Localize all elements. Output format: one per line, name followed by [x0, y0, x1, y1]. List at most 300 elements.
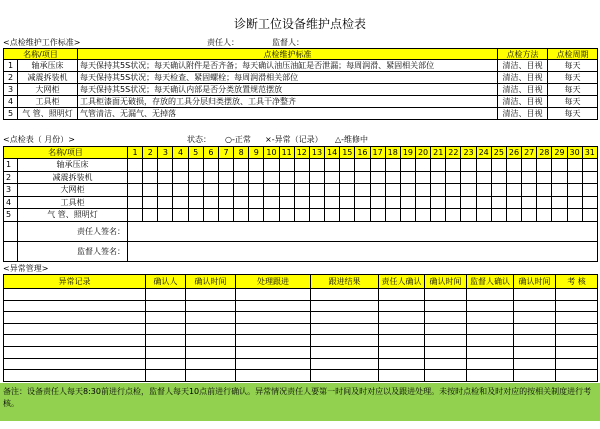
abnormal-cell[interactable] [186, 312, 236, 324]
check-cell[interactable] [203, 209, 218, 222]
abnormal-cell[interactable] [556, 312, 598, 324]
check-cell[interactable] [552, 184, 567, 197]
abnormal-cell[interactable] [379, 370, 425, 382]
standard-section-label: <点检维护工作标准> [3, 37, 81, 47]
supervisor-label: 监督人： [272, 37, 304, 47]
abnormal-cell[interactable] [146, 289, 186, 301]
check-cell[interactable] [279, 171, 294, 184]
check-cell[interactable] [552, 171, 567, 184]
check-cell[interactable] [431, 196, 446, 209]
abnormal-cell[interactable] [467, 289, 514, 301]
check-cell[interactable] [309, 159, 324, 172]
check-cell[interactable] [415, 184, 430, 197]
check-cell[interactable] [188, 184, 203, 197]
abnormal-cell[interactable] [556, 300, 598, 312]
check-cell[interactable] [249, 196, 264, 209]
checklist-row-no: 4 [4, 196, 18, 209]
day-header: 10 [264, 147, 279, 159]
standard-row-no: 1 [4, 60, 18, 72]
check-cell[interactable] [173, 196, 188, 209]
day-header: 3 [158, 147, 173, 159]
abnormal-cell[interactable] [425, 323, 467, 335]
check-cell[interactable] [537, 171, 552, 184]
check-cell[interactable] [537, 196, 552, 209]
check-cell[interactable] [264, 184, 279, 197]
abnormal-cell[interactable] [146, 346, 186, 358]
check-cell[interactable] [476, 209, 491, 222]
abnormal-cell[interactable] [311, 312, 379, 324]
abnormal-cell[interactable] [311, 358, 379, 370]
day-header: 30 [567, 147, 582, 159]
check-cell[interactable] [173, 159, 188, 172]
check-cell[interactable] [567, 209, 582, 222]
check-cell[interactable] [264, 159, 279, 172]
check-cell[interactable] [143, 171, 158, 184]
check-cell[interactable] [415, 196, 430, 209]
check-cell[interactable] [446, 196, 461, 209]
check-cell[interactable] [537, 209, 552, 222]
abnormal-cell[interactable] [556, 289, 598, 301]
check-cell[interactable] [234, 159, 249, 172]
check-cell[interactable] [431, 159, 446, 172]
check-cell[interactable] [325, 159, 340, 172]
abnormal-cell[interactable] [556, 335, 598, 347]
abnormal-cell[interactable] [467, 323, 514, 335]
check-cell[interactable] [491, 171, 506, 184]
check-cell[interactable] [491, 184, 506, 197]
check-cell[interactable] [203, 159, 218, 172]
abnormal-cell[interactable] [379, 358, 425, 370]
abnormal-cell[interactable] [186, 289, 236, 301]
day-header: 20 [415, 147, 430, 159]
check-cell[interactable] [522, 159, 537, 172]
abnormal-cell[interactable] [514, 323, 556, 335]
standard-row-method: 清洁、目视 [498, 108, 548, 120]
abnormal-section-header [0, 263, 600, 274]
check-cell[interactable] [400, 171, 415, 184]
abnormal-header-cell: 跟进结果 [311, 275, 379, 289]
abnormal-row [4, 358, 598, 370]
check-cell[interactable] [325, 196, 340, 209]
check-cell[interactable] [355, 209, 370, 222]
abnormal-cell[interactable] [467, 300, 514, 312]
check-cell[interactable] [415, 159, 430, 172]
check-cell[interactable] [325, 171, 340, 184]
check-cell[interactable] [431, 171, 446, 184]
check-cell[interactable] [264, 196, 279, 209]
signature-field[interactable] [128, 221, 598, 241]
abnormal-cell[interactable] [311, 323, 379, 335]
checklist-row-name: 大网柜 [18, 184, 128, 197]
abnormal-cell[interactable] [425, 300, 467, 312]
standard-row-method: 清洁、目视 [498, 72, 548, 84]
abnormal-cell[interactable] [236, 370, 311, 382]
day-header: 12 [294, 147, 309, 159]
check-cell[interactable] [582, 171, 597, 184]
check-cell[interactable] [506, 171, 521, 184]
checklist-row-no: 5 [4, 209, 18, 222]
check-cell[interactable] [552, 159, 567, 172]
abnormal-cell[interactable] [556, 370, 598, 382]
check-cell[interactable] [355, 159, 370, 172]
abnormal-cell[interactable] [4, 346, 146, 358]
standard-row-cycle: 每天 [548, 84, 598, 96]
check-cell[interactable] [279, 209, 294, 222]
day-header: 23 [461, 147, 476, 159]
abnormal-cell[interactable] [556, 346, 598, 358]
check-cell[interactable] [567, 184, 582, 197]
abnormal-cell[interactable] [425, 289, 467, 301]
abnormal-cell[interactable] [4, 312, 146, 324]
standard-row-name: 轴承压床 [18, 60, 78, 72]
abnormal-cell[interactable] [556, 358, 598, 370]
abnormal-header-cell: 责任人确认 [379, 275, 425, 289]
abnormal-cell[interactable] [425, 312, 467, 324]
check-cell[interactable] [218, 196, 233, 209]
abnormal-cell[interactable] [186, 358, 236, 370]
check-cell[interactable] [522, 209, 537, 222]
standard-row-standard: 气管清洁、无漏气、无掉落 [78, 108, 498, 120]
abnormal-cell[interactable] [146, 312, 186, 324]
check-cell[interactable] [491, 209, 506, 222]
day-header: 6 [203, 147, 218, 159]
day-header: 11 [279, 147, 294, 159]
check-cell[interactable] [461, 196, 476, 209]
day-header: 29 [552, 147, 567, 159]
check-cell[interactable] [385, 209, 400, 222]
check-cell[interactable] [385, 171, 400, 184]
day-header: 9 [249, 147, 264, 159]
abnormal-cell[interactable] [4, 370, 146, 382]
check-cell[interactable] [234, 171, 249, 184]
check-cell[interactable] [218, 209, 233, 222]
checklist-table [3, 146, 598, 262]
abnormal-cell[interactable] [514, 300, 556, 312]
check-cell[interactable] [506, 184, 521, 197]
responsible-signature-label: 责任人签名： [18, 221, 128, 241]
day-header: 4 [173, 147, 188, 159]
legend-abnormal: ×-异常（记录） [265, 134, 323, 144]
check-cell[interactable] [552, 196, 567, 209]
check-cell[interactable] [158, 171, 173, 184]
check-cell[interactable] [143, 196, 158, 209]
check-cell[interactable] [128, 159, 143, 172]
checklist-row [4, 196, 598, 209]
abnormal-cell[interactable] [514, 312, 556, 324]
abnormal-cell[interactable] [4, 323, 146, 335]
check-cell[interactable] [415, 171, 430, 184]
abnormal-cell[interactable] [467, 335, 514, 347]
abnormal-cell[interactable] [379, 289, 425, 301]
check-cell[interactable] [158, 196, 173, 209]
check-cell[interactable] [370, 184, 385, 197]
abnormal-cell[interactable] [467, 346, 514, 358]
legend-repair: △-维修中 [335, 134, 369, 144]
checklist-row-no: 2 [4, 171, 18, 184]
standard-row-standard: 每天保持其5S状况；每天检查、紧固螺栓；每周润滑相关部位 [78, 72, 498, 84]
check-cell[interactable] [143, 184, 158, 197]
check-cell[interactable] [476, 184, 491, 197]
check-cell[interactable] [446, 159, 461, 172]
abnormal-cell[interactable] [311, 346, 379, 358]
check-cell[interactable] [446, 184, 461, 197]
abnormal-cell[interactable] [186, 323, 236, 335]
check-cell[interactable] [522, 184, 537, 197]
check-cell[interactable] [461, 159, 476, 172]
check-cell[interactable] [400, 159, 415, 172]
check-cell[interactable] [476, 196, 491, 209]
check-cell[interactable] [279, 184, 294, 197]
abnormal-row [4, 346, 598, 358]
check-cell[interactable] [234, 184, 249, 197]
check-cell[interactable] [461, 171, 476, 184]
remarks-note: 备注：设备责任人每天8:30前进行点检，监督人每天10点前进行确认。异常情况责任人要第一时间及时对应以及跟进处理。未按时点检和及时对应的按相关制度进行考核。 [0, 383, 600, 421]
signature-row [4, 241, 598, 261]
abnormal-cell[interactable] [236, 335, 311, 347]
check-cell[interactable] [567, 196, 582, 209]
standard-table [3, 48, 598, 120]
abnormal-cell[interactable] [186, 300, 236, 312]
check-cell[interactable] [506, 159, 521, 172]
check-cell[interactable] [522, 171, 537, 184]
abnormal-cell[interactable] [4, 289, 146, 301]
abnormal-cell[interactable] [425, 370, 467, 382]
check-cell[interactable] [461, 209, 476, 222]
abnormal-cell[interactable] [311, 370, 379, 382]
abnormal-cell[interactable] [236, 358, 311, 370]
check-cell[interactable] [476, 159, 491, 172]
standard-table-header [4, 49, 598, 60]
check-cell[interactable] [128, 209, 143, 222]
abnormal-cell[interactable] [467, 358, 514, 370]
abnormal-cell[interactable] [467, 312, 514, 324]
check-cell[interactable] [218, 159, 233, 172]
check-cell[interactable] [218, 184, 233, 197]
check-cell[interactable] [355, 184, 370, 197]
abnormal-cell[interactable] [311, 300, 379, 312]
abnormal-cell[interactable] [236, 300, 311, 312]
abnormal-cell[interactable] [311, 289, 379, 301]
check-cell[interactable] [537, 184, 552, 197]
check-cell[interactable] [491, 159, 506, 172]
abnormal-cell[interactable] [379, 346, 425, 358]
check-cell[interactable] [264, 171, 279, 184]
check-cell[interactable] [446, 171, 461, 184]
check-cell[interactable] [158, 159, 173, 172]
checklist-header-name: 名称/项目 [4, 147, 128, 159]
status-label: 状态： [187, 134, 211, 144]
check-cell[interactable] [370, 159, 385, 172]
check-cell[interactable] [188, 196, 203, 209]
standard-row-cycle: 每天 [548, 96, 598, 108]
abnormal-header-cell: 确认时间 [514, 275, 556, 289]
check-cell[interactable] [537, 159, 552, 172]
check-cell[interactable] [234, 196, 249, 209]
check-cell[interactable] [400, 196, 415, 209]
check-cell[interactable] [218, 171, 233, 184]
standard-row [4, 108, 598, 120]
abnormal-cell[interactable] [425, 346, 467, 358]
check-cell[interactable] [370, 196, 385, 209]
check-cell[interactable] [370, 209, 385, 222]
check-cell[interactable] [294, 171, 309, 184]
abnormal-section-label: <异常管理> [3, 263, 49, 273]
check-cell[interactable] [506, 209, 521, 222]
check-cell[interactable] [567, 171, 582, 184]
check-cell[interactable] [325, 209, 340, 222]
check-cell[interactable] [173, 209, 188, 222]
check-cell[interactable] [128, 171, 143, 184]
check-cell[interactable] [188, 209, 203, 222]
abnormal-cell[interactable] [236, 346, 311, 358]
abnormal-cell[interactable] [236, 323, 311, 335]
check-cell[interactable] [128, 196, 143, 209]
check-cell[interactable] [461, 184, 476, 197]
check-cell[interactable] [431, 184, 446, 197]
check-cell[interactable] [385, 196, 400, 209]
check-cell[interactable] [249, 209, 264, 222]
abnormal-cell[interactable] [186, 370, 236, 382]
abnormal-cell[interactable] [379, 335, 425, 347]
day-header: 1 [128, 147, 143, 159]
check-cell[interactable] [552, 209, 567, 222]
abnormal-cell[interactable] [379, 312, 425, 324]
day-header: 15 [340, 147, 355, 159]
check-cell[interactable] [309, 196, 324, 209]
abnormal-header-cell: 确认时间 [186, 275, 236, 289]
check-cell[interactable] [506, 196, 521, 209]
check-cell[interactable] [188, 171, 203, 184]
day-header: 13 [309, 147, 324, 159]
abnormal-cell[interactable] [236, 312, 311, 324]
abnormal-cell[interactable] [425, 335, 467, 347]
signature-row [4, 221, 598, 241]
abnormal-header-cell: 监督人确认 [467, 275, 514, 289]
abnormal-cell[interactable] [514, 346, 556, 358]
check-cell[interactable] [491, 196, 506, 209]
check-cell[interactable] [446, 209, 461, 222]
check-cell[interactable] [582, 159, 597, 172]
checklist-section-header [0, 134, 600, 145]
abnormal-cell[interactable] [379, 323, 425, 335]
check-cell[interactable] [294, 184, 309, 197]
standard-row-no: 3 [4, 84, 18, 96]
check-cell[interactable] [385, 159, 400, 172]
check-cell[interactable] [309, 184, 324, 197]
signature-field[interactable] [128, 241, 598, 261]
check-cell[interactable] [188, 159, 203, 172]
check-cell[interactable] [522, 196, 537, 209]
check-cell[interactable] [309, 209, 324, 222]
check-cell[interactable] [355, 171, 370, 184]
check-cell[interactable] [340, 196, 355, 209]
check-cell[interactable] [249, 171, 264, 184]
check-cell[interactable] [400, 184, 415, 197]
check-cell[interactable] [325, 184, 340, 197]
abnormal-header-cell: 确认人 [146, 275, 186, 289]
abnormal-cell[interactable] [514, 358, 556, 370]
check-cell[interactable] [203, 196, 218, 209]
abnormal-cell[interactable] [146, 358, 186, 370]
day-header: 22 [446, 147, 461, 159]
abnormal-cell[interactable] [514, 370, 556, 382]
check-cell[interactable] [249, 184, 264, 197]
check-cell[interactable] [234, 209, 249, 222]
check-cell[interactable] [249, 159, 264, 172]
check-cell[interactable] [582, 209, 597, 222]
abnormal-cell[interactable] [4, 358, 146, 370]
abnormal-cell[interactable] [4, 300, 146, 312]
check-cell[interactable] [143, 159, 158, 172]
checklist-row-name: 工具柜 [18, 196, 128, 209]
check-cell[interactable] [340, 171, 355, 184]
abnormal-header-cell: 处理跟进 [236, 275, 311, 289]
check-cell[interactable] [264, 209, 279, 222]
abnormal-cell[interactable] [146, 323, 186, 335]
check-cell[interactable] [158, 209, 173, 222]
check-cell[interactable] [294, 196, 309, 209]
check-cell[interactable] [294, 209, 309, 222]
abnormal-cell[interactable] [146, 300, 186, 312]
abnormal-cell[interactable] [425, 358, 467, 370]
abnormal-cell[interactable] [146, 370, 186, 382]
check-cell[interactable] [158, 184, 173, 197]
abnormal-cell[interactable] [146, 335, 186, 347]
check-cell[interactable] [582, 184, 597, 197]
check-cell[interactable] [476, 171, 491, 184]
check-cell[interactable] [370, 171, 385, 184]
legend-normal: ○-正常 [225, 134, 251, 144]
check-cell[interactable] [340, 159, 355, 172]
abnormal-header-row [4, 275, 598, 289]
abnormal-row [4, 289, 598, 301]
check-cell[interactable] [340, 209, 355, 222]
checklist-header-row [4, 147, 598, 159]
check-cell[interactable] [294, 159, 309, 172]
abnormal-cell[interactable] [556, 323, 598, 335]
abnormal-cell[interactable] [514, 289, 556, 301]
abnormal-cell[interactable] [514, 335, 556, 347]
check-cell[interactable] [128, 184, 143, 197]
check-cell[interactable] [431, 209, 446, 222]
abnormal-cell[interactable] [311, 335, 379, 347]
check-cell[interactable] [279, 159, 294, 172]
check-cell[interactable] [203, 184, 218, 197]
check-cell[interactable] [567, 159, 582, 172]
abnormal-cell[interactable] [186, 335, 236, 347]
check-cell[interactable] [400, 209, 415, 222]
check-cell[interactable] [385, 184, 400, 197]
standard-row-method: 清洁、目视 [498, 96, 548, 108]
check-cell[interactable] [309, 171, 324, 184]
check-cell[interactable] [173, 184, 188, 197]
check-cell[interactable] [279, 196, 294, 209]
abnormal-cell[interactable] [186, 346, 236, 358]
abnormal-cell[interactable] [379, 300, 425, 312]
check-cell[interactable] [143, 209, 158, 222]
check-cell[interactable] [415, 209, 430, 222]
check-cell[interactable] [173, 171, 188, 184]
abnormal-cell[interactable] [4, 335, 146, 347]
check-cell[interactable] [355, 196, 370, 209]
abnormal-header-cell: 异常记录 [4, 275, 146, 289]
check-cell[interactable] [582, 196, 597, 209]
abnormal-cell[interactable] [236, 289, 311, 301]
abnormal-cell[interactable] [467, 370, 514, 382]
abnormal-row [4, 300, 598, 312]
check-cell[interactable] [203, 171, 218, 184]
check-cell[interactable] [340, 184, 355, 197]
